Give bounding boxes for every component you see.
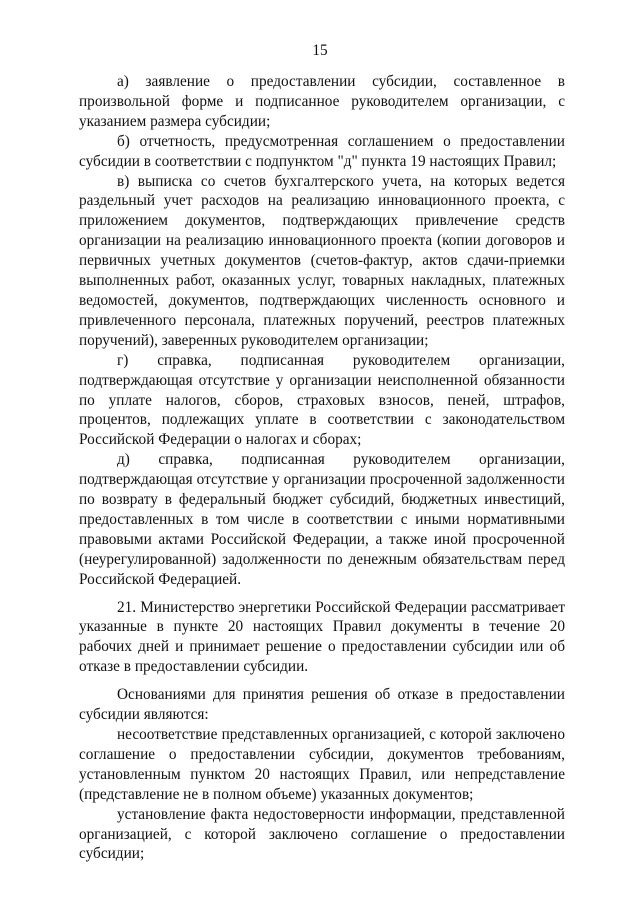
- paragraph-item-v: в) выписка со счетов бухгалтерского учета, на которых ведется раздельный учет расходов на реализацию инновационного проекта, с приложением документов, подтверждающих привлечение средств организации на реализацию инновационного проекта (копии договоров и первичных учетных документов (счетов-фактур, актов сдачи-приемки выполненных работ, оказанных услуг, товарных накладных, платежных ведомостей, документов, подтверждающих численность основного и привлеченного персонала, платежных поручений, реестров платежных поручений), заверенных руководителем организации;: [79, 172, 565, 349]
- paragraph-item-d: д) справка, подписанная руководителем организации, подтверждающая отсутствие у организации просроченной задолженности по возврату в федеральный бюджет субсидий, бюджетных инвестиций, предоставленных в том числе в соответствии с иными нормативными правовыми актами Российской Федерации, а также иной просроченной (неурегулированной) задолженности по денежным обязательствам перед Российской Федерацией.: [79, 451, 565, 588]
- document-body: [79, 72, 565, 864]
- paragraph-item-a: а) заявление о предоставлении субсидии, составленное в произвольной форме и подписанное руководителем организации, с указанием размера субсидии;: [79, 73, 565, 130]
- page-number: 15: [312, 42, 328, 59]
- paragraph-ground-1: несоответствие представленных организацией, с которой заключено соглашение о предоставлении субсидии, документов требованиям, установленным пунктом 20 настоящих Правил, или непредставление (представление не в полном объеме) указанных документов;: [79, 726, 565, 803]
- paragraph-item-g: г) справка, подписанная руководителем организации, подтверждающая отсутствие у организации неисполненной обязанности по уплате налогов, сборов, страховых взносов, пеней, штрафов, процентов, подлежащих уплате в соответствии с законодательством Российской Федерации о налогах и сборах;: [79, 351, 565, 449]
- paragraph-ground-2: установление факта недостоверности информации, представленной организацией, с которой заключено соглашение о предоставлении субсидии;: [79, 805, 565, 863]
- paragraph-item-b: б) отчетность, предусмотренная соглашением о предоставлении субсидии в соответствии с подпунктом "д" пункта 19 настоящих Правил;: [79, 132, 565, 170]
- paragraph-refusal-grounds: Основаниями для принятия решения об отказе в предоставлении субсидии являются:: [79, 686, 565, 724]
- paragraph-clause-21: 21. Министерство энергетики Российской Федерации рассматривает указанные в пункте 20 настоящих Правил документы в течение 20 рабочих дней и принимает решение о предоставлении субсидии или об отказе в предоставлении субсидии.: [79, 598, 565, 676]
